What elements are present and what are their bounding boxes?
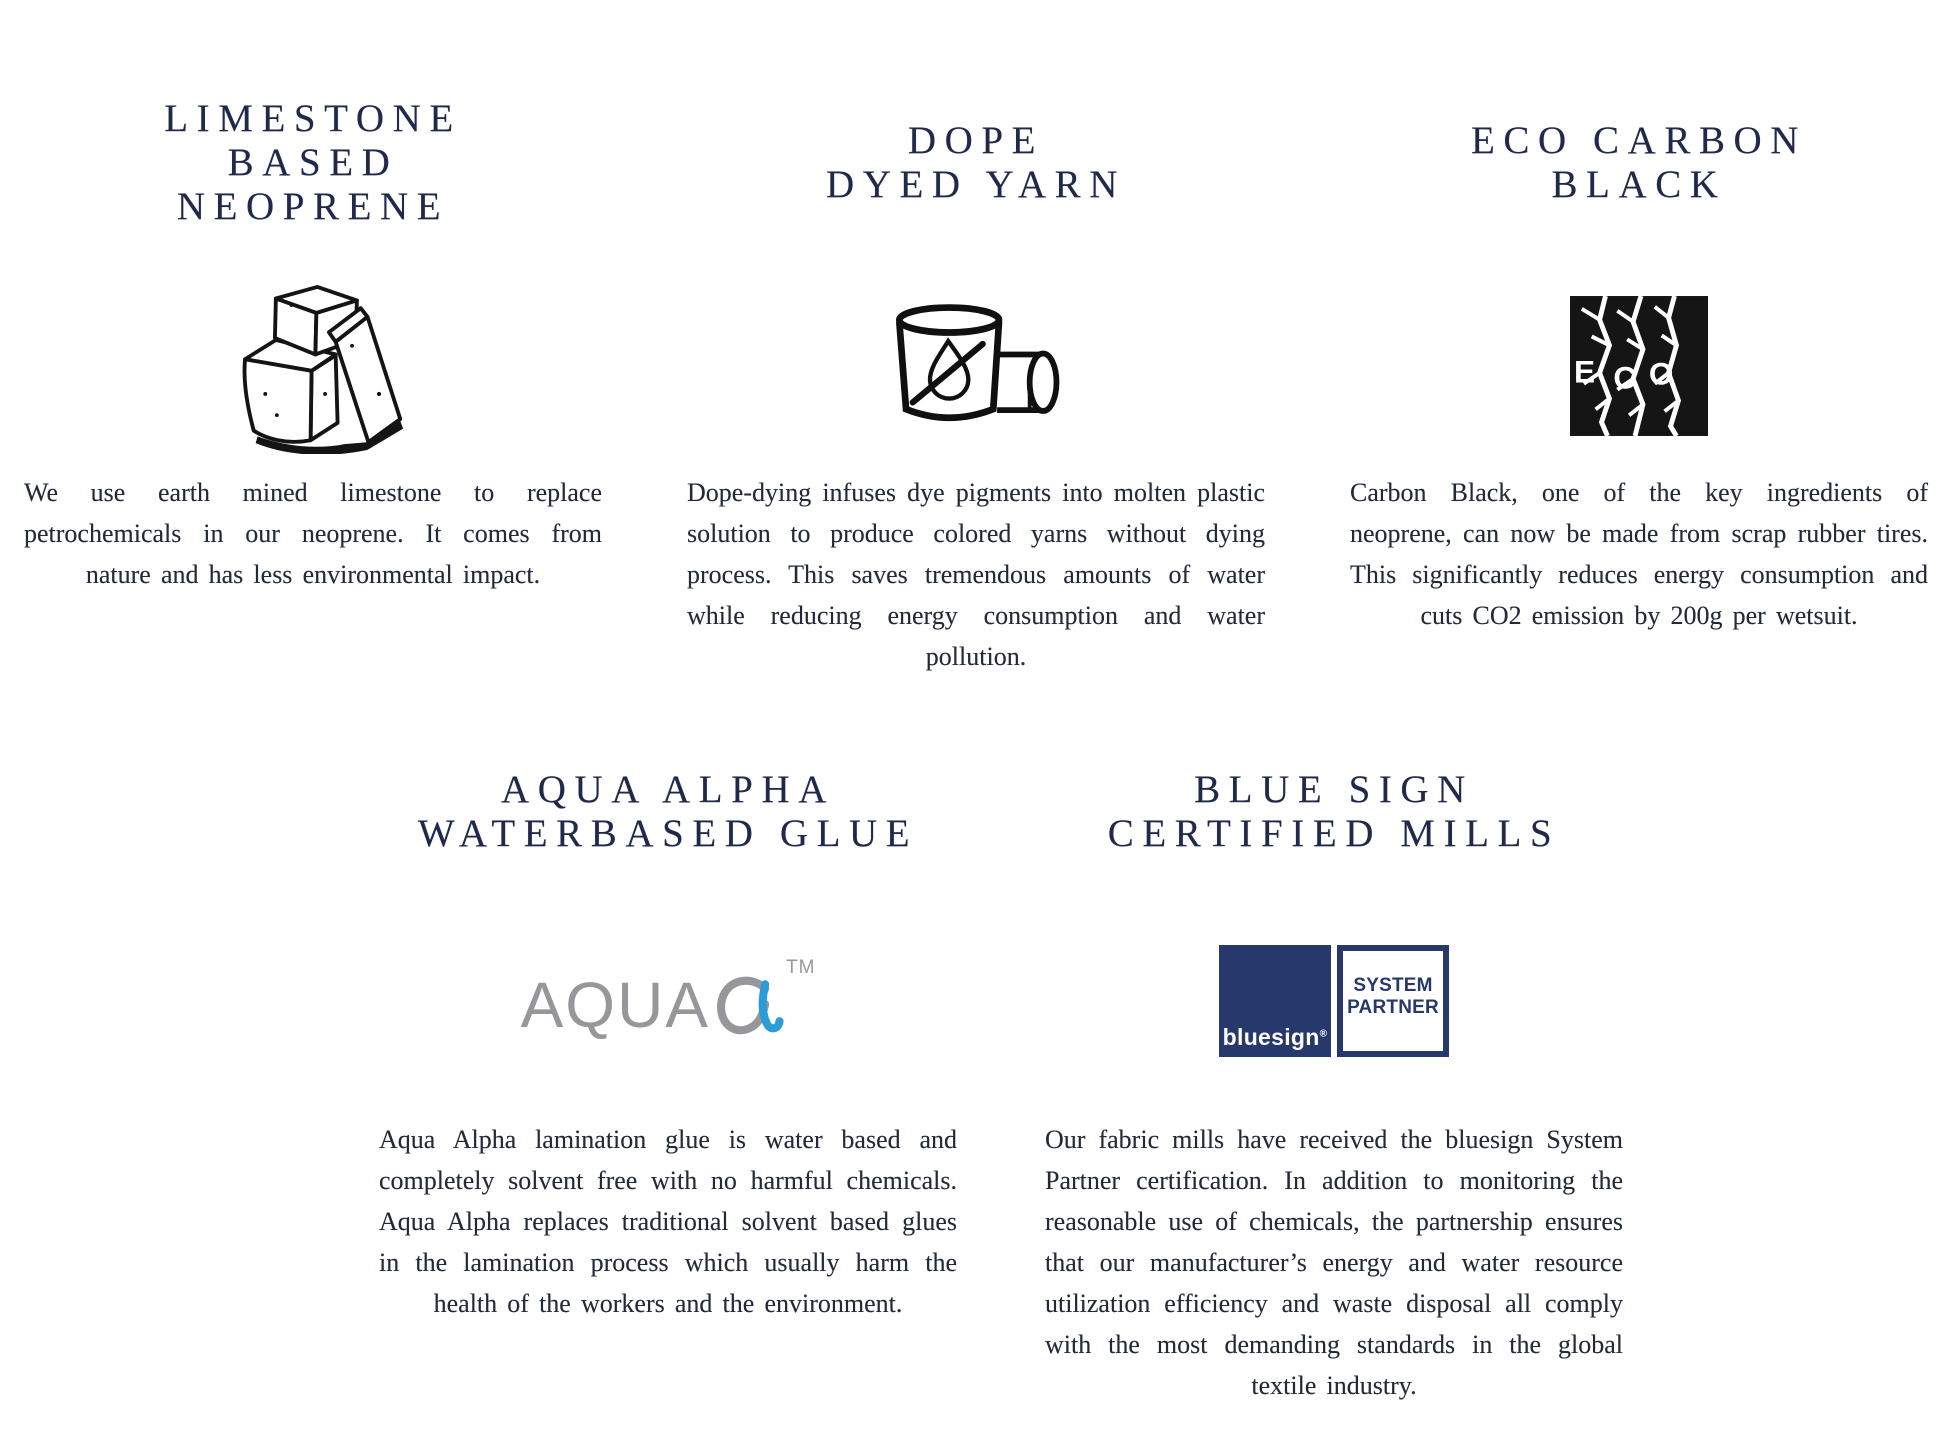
tread-letter-e: E — [1573, 353, 1595, 390]
alpha-glyph-icon — [714, 969, 784, 1041]
bluesign-badge — [1219, 945, 1331, 1057]
logo-zone — [379, 890, 957, 1112]
title-line: NEOPRENE — [176, 185, 450, 229]
title-line: CERTIFIED MILLS — [1107, 812, 1561, 856]
title-line: BLACK — [1551, 163, 1727, 207]
section-bluesign-mills — [1045, 735, 1623, 1406]
section-body: Our fabric mills have received the bluesign System Partner certification. In addition to monitoring the reasonable use of chemicals, the partnership ensures that our manufacturer’s energy and water resource utilization efficiency and waste disposal all comply with the most demanding standards in the global textile industry. — [1045, 1124, 1623, 1400]
system-partner-line: PARTNER — [1347, 997, 1439, 1019]
bottom-row — [379, 735, 1623, 1406]
registered-mark: ® — [1319, 1028, 1328, 1040]
section-title-limestone — [24, 92, 602, 234]
section-body: Carbon Black, one of the key ingredients of neoprene, can now be made from scrap rubber tires. This significantly reduces energy consumption and cuts CO2 emission by 200g per wetsuit. — [1350, 477, 1928, 630]
title-line: DOPE — [907, 119, 1045, 163]
section-title-dope — [687, 92, 1265, 234]
system-partner-line: SYSTEM — [1353, 974, 1433, 996]
limestone-blocks-icon — [219, 278, 407, 454]
section-dope-dyed-yarn — [687, 60, 1265, 677]
title-line: BLUE SIGN — [1194, 768, 1474, 812]
section-body: Aqua Alpha lamination glue is water based and completely solvent free with no harmful chemicals. Aqua Alpha replaces traditional solvent based glues in the lamination process which usually harm the health of the workers and the environment. — [379, 1124, 957, 1318]
icon-zone — [1350, 267, 1928, 465]
system-partner-badge — [1337, 945, 1449, 1057]
section-eco-carbon-black — [1350, 60, 1928, 677]
no-water-dye-can-icon — [884, 297, 1068, 435]
bluesign-system-partner-logo — [1219, 945, 1449, 1057]
section-title-bluesign — [1045, 767, 1623, 857]
tread-letter-c: C — [1613, 359, 1637, 396]
title-line: AQUA ALPHA — [501, 768, 835, 812]
aqua-logo-word: AQUA — [520, 968, 710, 1041]
section-body: Dope-dying infuses dye pigments into molten plastic solution to produce colored yarns without dying process. This saves tremendous amounts of water while reducing energy consumption and water pollution. — [687, 477, 1265, 671]
logo-zone — [1045, 890, 1623, 1112]
section-body: We use earth mined limestone to replace petrochemicals in our neoprene. It comes from nature and has less environmental impact. — [24, 477, 602, 589]
top-row — [24, 60, 1928, 677]
title-line: LIMESTONE — [164, 97, 462, 141]
title-line: BASED — [227, 141, 399, 185]
title-line: WATERBASED GLUE — [417, 812, 919, 856]
aqua-alpha-logo — [520, 956, 816, 1041]
tread-letter-o: O — [1648, 355, 1674, 392]
icon-zone — [687, 267, 1265, 465]
section-aqua-alpha-glue — [379, 735, 957, 1406]
section-limestone-based-neoprene — [24, 60, 602, 677]
icon-zone — [24, 267, 602, 465]
tire-tread-icon — [1570, 296, 1708, 436]
section-title-eco-carbon — [1350, 92, 1928, 234]
section-title-aqua-alpha — [379, 767, 957, 857]
title-line: ECO CARBON — [1470, 119, 1808, 163]
bluesign-wordmark: bluesign® — [1222, 1023, 1328, 1050]
title-line: DYED YARN — [825, 163, 1127, 207]
trademark-symbol: TM — [785, 956, 816, 978]
